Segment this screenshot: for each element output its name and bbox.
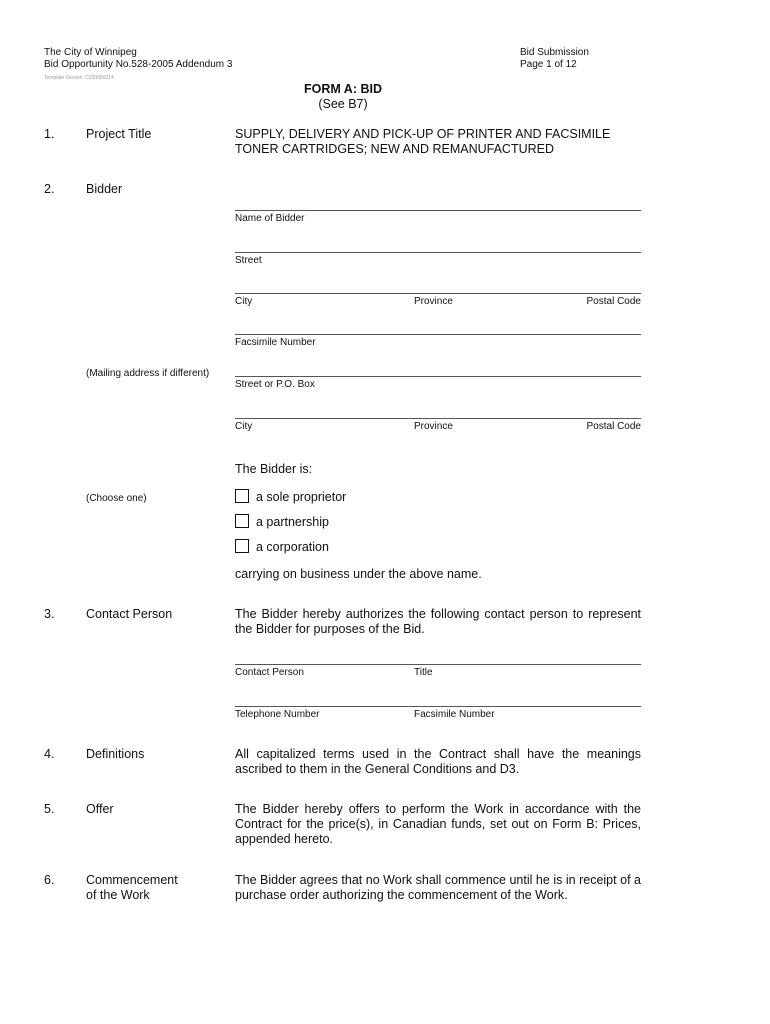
section-5-number: 5. bbox=[44, 802, 55, 816]
corporation-checkbox[interactable] bbox=[235, 539, 249, 553]
project-title-line-2: TONER CARTRIDGES; NEW AND REMANUFACTURED bbox=[235, 142, 555, 156]
section-1-label: Project Title bbox=[86, 127, 152, 141]
name-of-bidder-caption: Name of Bidder bbox=[235, 213, 305, 224]
partnership-label: a partnership bbox=[256, 515, 329, 529]
section-5-label: Offer bbox=[86, 802, 114, 816]
section-6-label-line-2: of the Work bbox=[86, 888, 150, 902]
form-see: (See B7) bbox=[318, 97, 368, 111]
section-3-number: 3. bbox=[44, 607, 55, 621]
contact-person-text: The Bidder hereby authorizes the following contact person to represent the Bidder for purposes of the Bid. bbox=[235, 607, 641, 636]
sole-proprietor-checkbox[interactable] bbox=[235, 489, 249, 503]
facsimile-number-caption: Facsimile Number bbox=[235, 337, 316, 348]
city-province-postal-field[interactable] bbox=[235, 293, 641, 294]
mailing-city-province-postal-field[interactable] bbox=[235, 418, 641, 419]
section-2-number: 2. bbox=[44, 182, 55, 196]
mailing-address-note: (Mailing address if different) bbox=[86, 368, 210, 379]
postal-code-caption-2: Postal Code bbox=[586, 421, 641, 432]
partnership-checkbox[interactable] bbox=[235, 514, 249, 528]
form-title: FORM A: BID bbox=[304, 82, 382, 96]
facsimile-caption: Facsimile Number bbox=[414, 709, 495, 720]
street-po-caption: Street or P.O. Box bbox=[235, 379, 315, 390]
section-3-label: Contact Person bbox=[86, 607, 173, 621]
facsimile-field[interactable] bbox=[235, 334, 641, 335]
postal-code-caption: Postal Code bbox=[586, 296, 641, 307]
header-bid-ref: Bid Opportunity No.528-2005 Addendum 3 bbox=[44, 59, 233, 70]
corporation-label: a corporation bbox=[256, 540, 329, 554]
project-title-line-1: SUPPLY, DELIVERY AND PICK-UP OF PRINTER AND FACSIMILE bbox=[235, 127, 611, 141]
carrying-on-text: carrying on business under the above name. bbox=[235, 567, 482, 581]
section-6-label-line-1: Commencement bbox=[86, 873, 178, 887]
province-caption-2: Province bbox=[414, 421, 453, 432]
section-1-number: 1. bbox=[44, 127, 55, 141]
section-2-label: Bidder bbox=[86, 182, 123, 196]
sole-proprietor-label: a sole proprietor bbox=[256, 490, 347, 504]
section-4-label: Definitions bbox=[86, 747, 145, 761]
header-template-version: Template Version: C020050314 bbox=[44, 75, 114, 81]
mailing-street-field[interactable] bbox=[235, 376, 641, 377]
bidder-is-label: The Bidder is: bbox=[235, 462, 313, 476]
city-caption: City bbox=[235, 296, 253, 307]
header-submission: Bid Submission bbox=[520, 47, 589, 58]
telephone-caption: Telephone Number bbox=[235, 709, 320, 720]
header-page: Page 1 of 12 bbox=[520, 59, 577, 70]
offer-text: The Bidder hereby offers to perform the Work in accordance with the Contract for the price(s), in Canadian funds, set out on Form B: Prices, appended hereto. bbox=[235, 802, 641, 846]
telephone-facsimile-field[interactable] bbox=[235, 706, 641, 707]
commencement-text: The Bidder agrees that no Work shall commence until he is in receipt of a purchase order authorizing the commencement of the Work. bbox=[235, 873, 641, 902]
title-caption: Title bbox=[414, 667, 433, 678]
city-caption-2: City bbox=[235, 421, 253, 432]
street-caption: Street bbox=[235, 255, 262, 266]
choose-one-note: (Choose one) bbox=[86, 493, 147, 504]
definitions-text: All capitalized terms used in the Contract shall have the meanings ascribed to them in the General Conditions and D3. bbox=[235, 747, 641, 776]
contact-person-caption: Contact Person bbox=[235, 667, 304, 678]
section-4-number: 4. bbox=[44, 747, 55, 761]
section-6-number: 6. bbox=[44, 873, 55, 887]
province-caption: Province bbox=[414, 296, 453, 307]
contact-title-field[interactable] bbox=[235, 664, 641, 665]
name-of-bidder-field[interactable] bbox=[235, 210, 641, 211]
header-org: The City of Winnipeg bbox=[44, 47, 137, 58]
street-field[interactable] bbox=[235, 252, 641, 253]
